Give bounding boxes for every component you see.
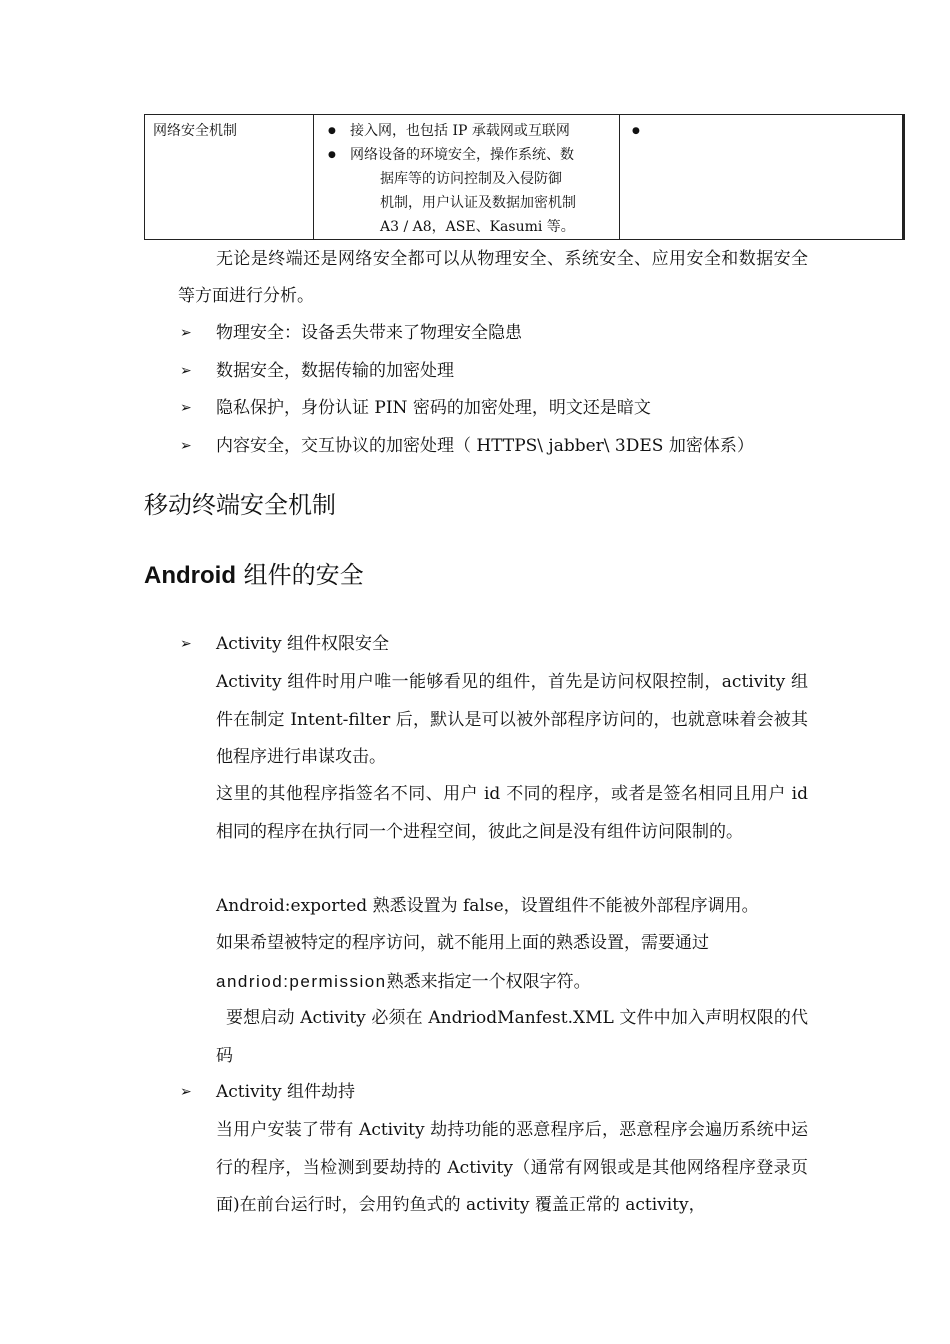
subheading-activity-permission: ➢ Activity 组件权限安全	[180, 626, 836, 663]
heading-android-components: Android 组件的安全	[144, 561, 364, 589]
table-bullet-2: ● 网络设备的环境安全，操作系统、数 据库等的访问控制及入侵防御 机制，用户认证及数据加密机制 A3 / A8，ASE、Kasumi 等。	[314, 143, 611, 239]
arrow-bullet-icon: ➢	[180, 1084, 192, 1100]
table-cell-label	[145, 115, 314, 239]
paragraph-hijack-1: 当用户安装了带有 Activity 劫持功能的恶意程序后，恶意程序会遍历系统中运行的程序，当检测到要劫持的 Activity（通常有网银或是其他网络程序登录页面)在前台运行时，会用钓鱼式的 activity 覆盖正常的 activity，	[216, 1120, 808, 1215]
paragraph-activity-5: 要想启动 Activity 必须在 AndriodManfest.XML 文件中加入声明权限的代码	[216, 1008, 808, 1066]
list-item: ➢ 隐私保护，身份认证 PIN 密码的加密处理，明文还是暗文	[180, 390, 820, 428]
arrow-bullet-icon: ➢	[180, 437, 192, 454]
arrow-bullet-icon: ➢	[180, 636, 192, 652]
subheading-activity-hijack: ➢ Activity 组件劫持	[180, 1074, 836, 1111]
heading-mobile-security: 移动终端安全机制	[144, 491, 336, 519]
arrow-bullet-icon: ➢	[180, 325, 192, 341]
paragraph-activity-2: 这里的其他程序指签名不同、用户 id 不同的程序，或者是签名相同且用户 id 相同的程序在执行同一个进程空间，彼此之间是没有组件访问限制的。	[216, 784, 808, 842]
table-cell-empty	[620, 115, 902, 239]
row-label: 网络安全机制	[153, 123, 237, 139]
table-cell-bullets	[314, 115, 620, 239]
list-item: ➢ 数据安全，数据传输的加密处理	[180, 353, 820, 391]
paragraph-activity-4: 如果希望被特定的程序访问，就不能用上面的熟悉设置，需要通过 andriod:permission熟悉来指定一个权限字符。	[216, 933, 709, 992]
arrow-bullet-icon: ➢	[180, 400, 192, 416]
list-item: ➢ 内容安全，交互协议的加密处理（ HTTPS\ jabber\ 3DES 加密体系）	[180, 428, 820, 466]
security-table	[144, 114, 903, 240]
security-aspects-list	[180, 315, 820, 465]
arrow-bullet-icon: ➢	[180, 362, 192, 379]
table-bullet-1: ● 接入网，也包括 IP 承载网或互联网	[314, 119, 611, 143]
paragraph-activity-1: Activity 组件时用户唯一能够看见的组件，首先是访问权限控制，activity 组件在制定 Intent-filter 后，默认是可以被外部程序访问的，也就意味着会被其他程序进行串谋攻击。	[216, 672, 808, 767]
paragraph-activity-3: Android:exported 熟悉设置为 false，设置组件不能被外部程序调用。	[216, 896, 759, 916]
intro-paragraph: 无论是终端还是网络安全都可以从物理安全、系统安全、应用安全和数据安全等方面进行分析。	[178, 249, 808, 306]
list-item: ➢ 物理安全：设备丢失带来了物理安全隐患	[180, 315, 820, 353]
